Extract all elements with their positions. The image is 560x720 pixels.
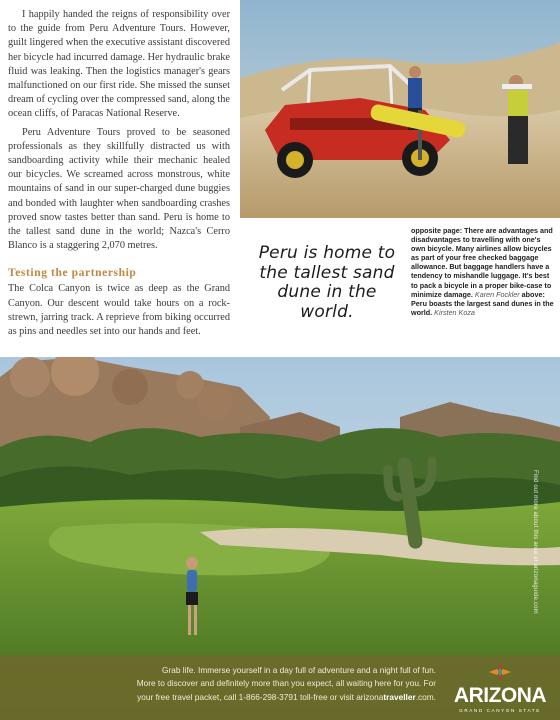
advert-copy-line: Grab life. Immerse yourself in a day full of adventure and a night full of fun. xyxy=(162,665,436,675)
advert-url-bold: traveller xyxy=(383,691,416,702)
caption-text: There are advantages and disadvantages to travelling with one's own bicycle. Many airlines allow bicycles as part of your free checked baggage allowance. But baggage handlers have a tendency to mishandle luggage. It's best to pack a bicycle in a proper bike-case to minimize damage. xyxy=(411,226,553,299)
logo-tagline: GRAND CANYON STATE xyxy=(459,708,541,713)
advert-copy-text: .com. xyxy=(415,691,436,702)
caption-credit: Karen Fockler xyxy=(474,289,520,299)
advert-side-text: Find out more about this area at arizonaguide.com xyxy=(532,470,538,614)
caption-lead: above: xyxy=(521,289,545,299)
article-column xyxy=(8,8,230,339)
advert-copy-text: your free travel packet, call 1-866-298-3791 toll-free or visit arizona xyxy=(137,691,384,702)
advert-copy xyxy=(116,664,436,704)
article-paragraph: Peru Adventure Tours proved to be seasoned professionals as they skillfully distracted us with sandboarding activity while their mechanic healed our bicycles. We screamed across monstrous, white mountains of sand in our super-charged dune buggies and bonded with laughter when sandboarding crashes proved snow tastes better than sand. Peru is home to the tallest sand dune in the world; Nazca's Cerro Blanco is a staggering 2,070 metres. xyxy=(8,126,230,252)
advert-copy-line xyxy=(116,691,436,704)
article-paragraph: The Colca Canyon is twice as deep as the Grand Canyon. Our descent would take hours on a rock-strewn, jarring track. A reprieve from biking occurred as pins and needles set into our hands and feet. xyxy=(8,283,230,338)
dune-buggy-photo xyxy=(240,0,560,218)
photo-caption xyxy=(411,226,556,317)
advert-copy-line: More to discover and definitely more than you expect, all waiting here for you. For xyxy=(136,678,436,689)
caption-credit: Kirsten Koza xyxy=(434,307,475,317)
arizona-logo xyxy=(445,664,555,713)
logo-name: ARIZONA xyxy=(453,684,547,707)
article-paragraph: I happily handed the reigns of responsibility over to the guide from Peru Adventure Tours. However, guilt lingered when the executive assistant discovered her bicycle had incurred damage. Her hydraulic brake fluid was leaking. Then the logistics manager's gears malfunctioned on our first ride. She missed the sunset dream of cycling over the compressed sand, along the ocean cliffs, of Paracas National Reserve. xyxy=(8,9,230,120)
caption-text: Peru boasts the largest sand dunes in the world. xyxy=(411,298,554,317)
sun-emblem-icon xyxy=(489,664,511,680)
pull-quote: Peru is home to the tallest sand dune in the world. xyxy=(258,243,396,322)
caption-lead: opposite page: xyxy=(411,226,463,235)
article-subheading: Testing the partnership xyxy=(8,267,137,280)
